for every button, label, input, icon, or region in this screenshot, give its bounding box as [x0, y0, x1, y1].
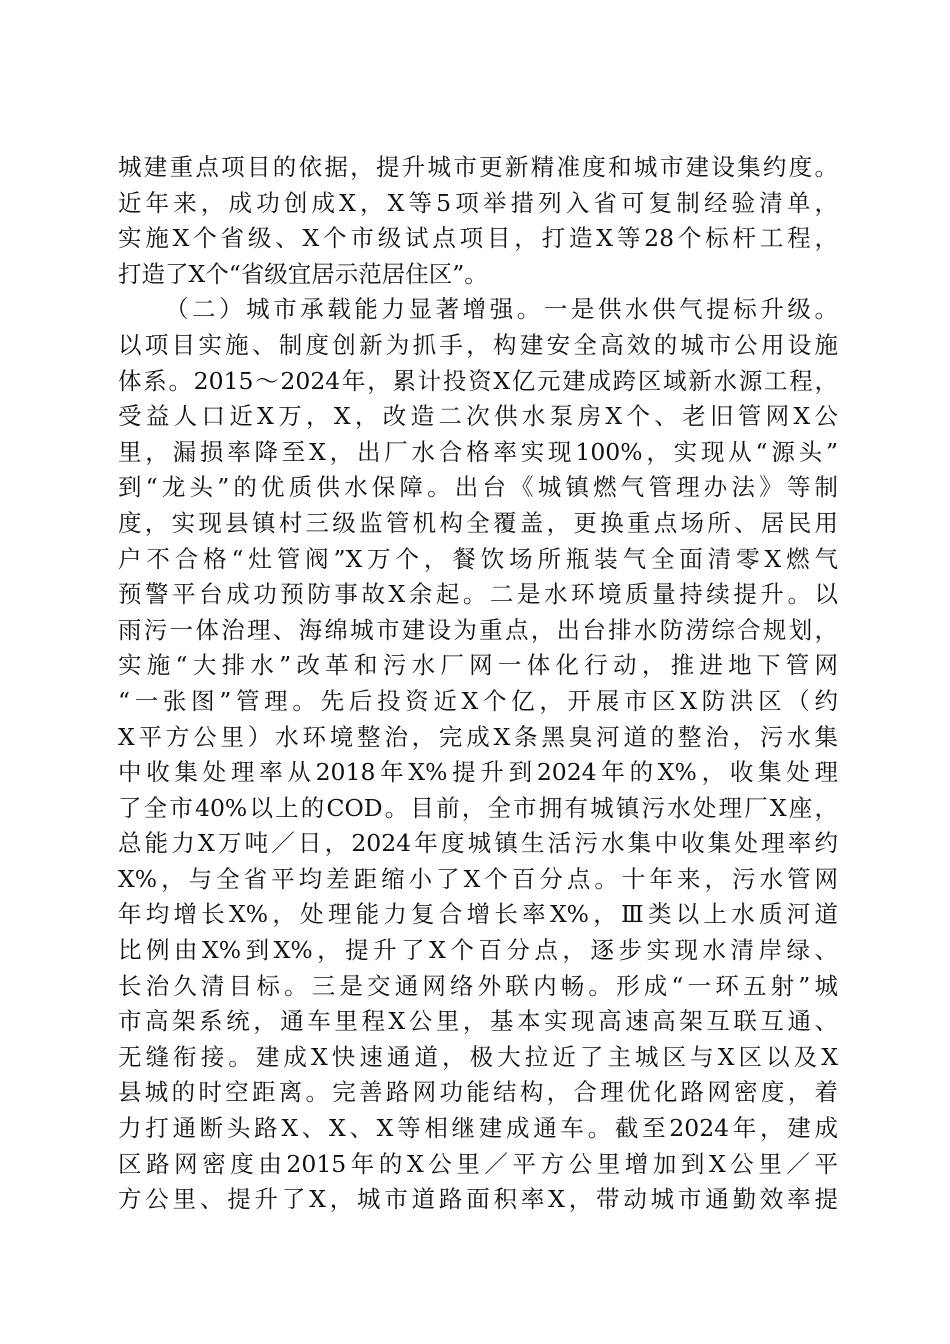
text-line: 户不合格“灶管阀”X万个，餐饮场所瓶装气全面清零X燃气	[118, 544, 838, 573]
text-line: 年均增长X%，处理能力复合增长率X%，Ⅲ类以上水质河道	[118, 900, 838, 929]
text-line: 近年来，成功创成X，X等5项举措列入省可复制经验清单，	[118, 188, 838, 217]
text-line: 到“龙头”的优质供水保障。出台《城镇燃气管理办法》等制	[118, 473, 838, 502]
text-line: 力打通断头路X、X、X等相继建成通车。截至2024年，建成	[118, 1114, 838, 1143]
text-line: 雨污一体治理、海绵城市建设为重点，出台排水防涝综合规划，	[118, 615, 838, 644]
text-line: 了全市40%以上的COD。目前，全市拥有城镇污水处理厂X座，	[118, 793, 838, 822]
text-line: 城建重点项目的依据，提升城市更新精准度和城市建设集约度。	[118, 153, 838, 181]
text-line: 无缝衔接。建成X快速通道，极大拉近了主城区与X区以及X	[118, 1042, 838, 1071]
text-line: 长治久清目标。三是交通网络外联内畅。形成“一环五射”城	[118, 971, 838, 1000]
text-line: 以项目实施、制度创新为抓手，构建安全高效的城市公用设施	[118, 330, 838, 359]
text-line: 度，实现县镇村三级监管机构全覆盖，更换重点场所、居民用	[118, 508, 838, 537]
text-line: 方公里、提升了X，城市道路面积率X，带动城市通勤效率提	[118, 1185, 838, 1214]
text-line: 实施X个省级、X个市级试点项目，打造X等28个标杆工程，	[118, 224, 838, 253]
text-line: 市高架系统，通车里程X公里，基本实现高速高架互联互通、	[118, 1007, 838, 1036]
text-line: 总能力X万吨／日，2024年度城镇生活污水集中收集处理率约	[118, 829, 838, 858]
text-line: 预警平台成功预防事故X余起。二是水环境质量持续提升。以	[118, 580, 838, 609]
text-line: “一张图”管理。先后投资近X个亿，开展市区X防洪区（约	[118, 686, 838, 715]
section-heading-line: （二）城市承载能力显著增强。一是供水供气提标升级。	[165, 295, 838, 324]
body-text	[118, 150, 838, 1218]
text-line: 实施“大排水”改革和污水厂网一体化行动，推进地下管网	[118, 651, 838, 680]
text-line: X%，与全省平均差距缩小了X个百分点。十年来，污水管网	[118, 864, 838, 893]
text-line: X平方公里）水环境整治，完成X条黑臭河道的整治，污水集	[118, 722, 838, 751]
text-line: 体系。2015～2024年，累计投资X亿元建成跨区域新水源工程，	[118, 366, 838, 395]
text-line: 中收集处理率从2018年X%提升到2024年的X%，收集处理	[118, 758, 838, 787]
text-line: 区路网密度由2015年的X公里／平方公里增加到X公里／平	[118, 1149, 838, 1178]
text-line: 打造了X个“省级宜居示范居住区”。	[118, 259, 488, 288]
text-line: 比例由X%到X%，提升了X个百分点，逐步实现水清岸绿、	[118, 936, 838, 965]
text-line: 里，漏损率降至X，出厂水合格率实现100%，实现从“源头”	[118, 437, 838, 466]
text-line: 县城的时空距离。完善路网功能结构，合理优化路网密度，着	[118, 1078, 838, 1107]
text-line: 受益人口近X万，X，改造二次供水泵房X个、老旧管网X公	[118, 402, 838, 431]
